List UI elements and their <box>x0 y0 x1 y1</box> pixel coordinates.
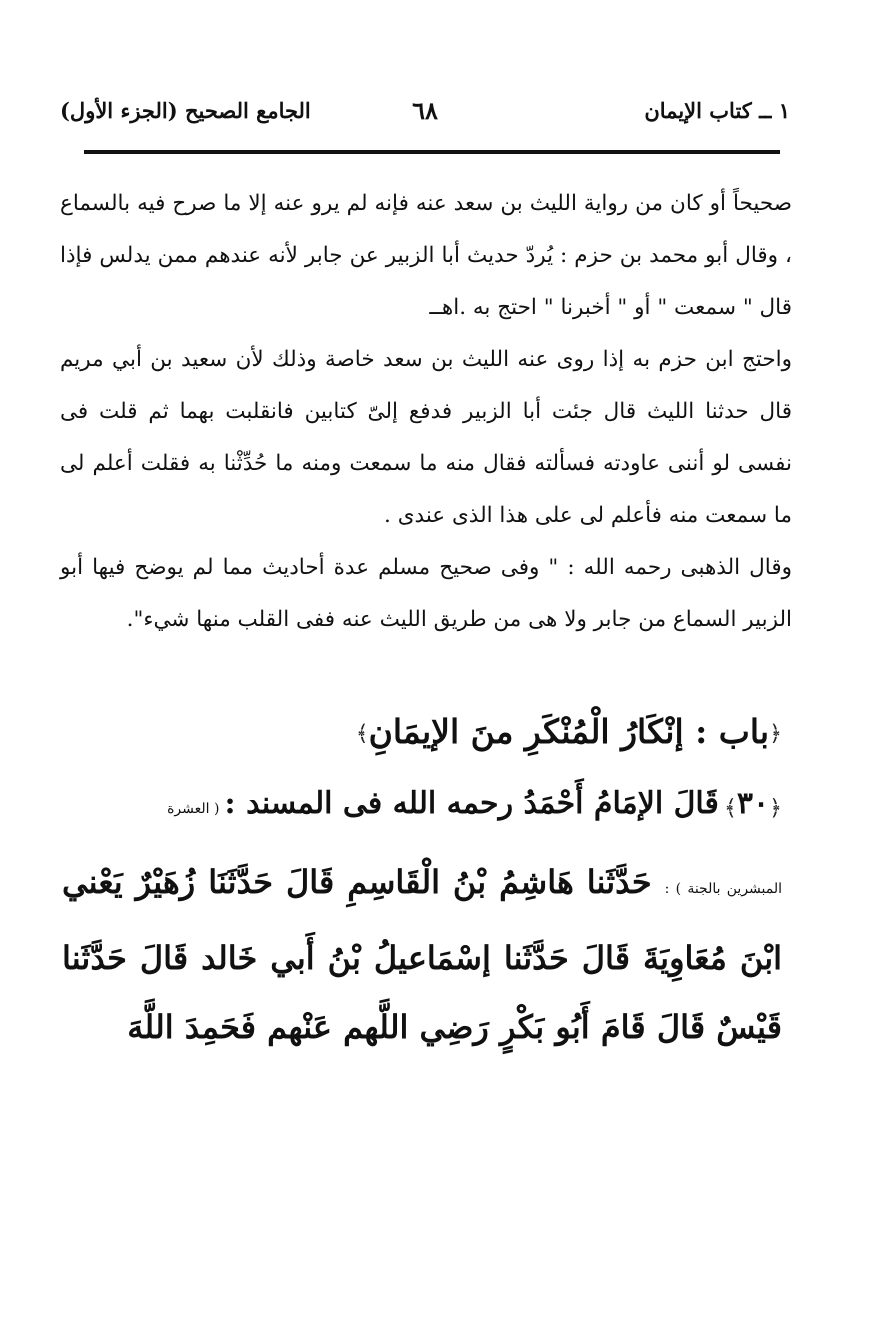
commentary-text <box>60 178 792 646</box>
commentary-paragraph-1: صحيحاً أو كان من رواية الليث بن سعد عنه فإنه لم يرو عنه إلا ما صرح فيه بالسماع ، وقال أبو محمد بن حزم : يُردّ حديث أبا الزبير عن جابر لأنه عندهم ممن يدلس فإذا قال " سمعت " أو " أخبرنا " احتج به .اهــ <box>60 191 792 320</box>
number-ornament-close-icon: ﴾ <box>723 796 737 821</box>
running-book-title: الجامع الصحيح (الجزء الأول) <box>60 98 311 123</box>
ornament-open-icon: ﴿ <box>769 721 782 747</box>
number-ornament-open-icon: ﴿ <box>769 796 782 821</box>
hadith-source-note-continued: المبشرين بالجنة ) : <box>664 881 783 897</box>
page-header <box>60 92 790 136</box>
hadith-isnad-text: حَدَّثَنا هَاشِمُ بْنُ الْقَاسِمِ قَالَ حَدَّثَنَا زُهَيْرٌ يَعْني ابْنَ مُعَاوِيَةَ قَالَ حَدَّثَنا إسْمَاعيلُ بْنُ أَبي خَالد قَالَ حَدَّثَنا قَيْسٌ قَالَ قَامَ أَبُو بَكْرٍ رَضِي اللَّهم عَنْهم فَحَمِدَ اللَّهَ <box>62 863 782 1046</box>
commentary-paragraph-3: وقال الذهبى رحمه الله : " وفى صحيح مسلم عدة أحاديث مما لم يوضح فيها أبو الزبير السماع من جابر ولا هى من طريق الليث عنه ففى القلب منها شيء". <box>60 555 792 632</box>
running-chapter-title: ١ ــ كتاب الإيمان <box>644 98 790 123</box>
hadith-narrator-line: قَالَ الإمَامُ أَحْمَدُ رحمه الله فى المسند : <box>224 786 719 821</box>
hadith-source-note: ( العشرة <box>167 801 220 817</box>
commentary-paragraph-2: واحتج ابن حزم به إذا روى عنه الليث بن سعد خاصة وذلك لأن سعيد بن أبي مريم قال حدثنا الليث قال جئت أبا الزبير فدفع إلىّ كتابين فانقلبت بهما ثم قلت فى نفسى لو أننى عاودته فسألته فقال منه ما سمعت ومنه ما حُدِّثْنا به فقلت أعلم لى ما سمعت منه فأعلم لى على هذا الذى عندى . <box>60 347 792 528</box>
page-number: ٦٨ <box>412 96 438 125</box>
hadith-heading <box>60 786 782 821</box>
hadith-body <box>62 848 782 1062</box>
ornament-close-icon: ﴾ <box>355 721 369 747</box>
chapter-heading <box>60 712 782 751</box>
hadith-number: ٣٠ <box>736 786 770 821</box>
chapter-title-text: باب : إنْكَارُ الْمُنْكَرِ منَ الإيمَانِ <box>368 712 770 751</box>
header-divider <box>84 150 780 154</box>
